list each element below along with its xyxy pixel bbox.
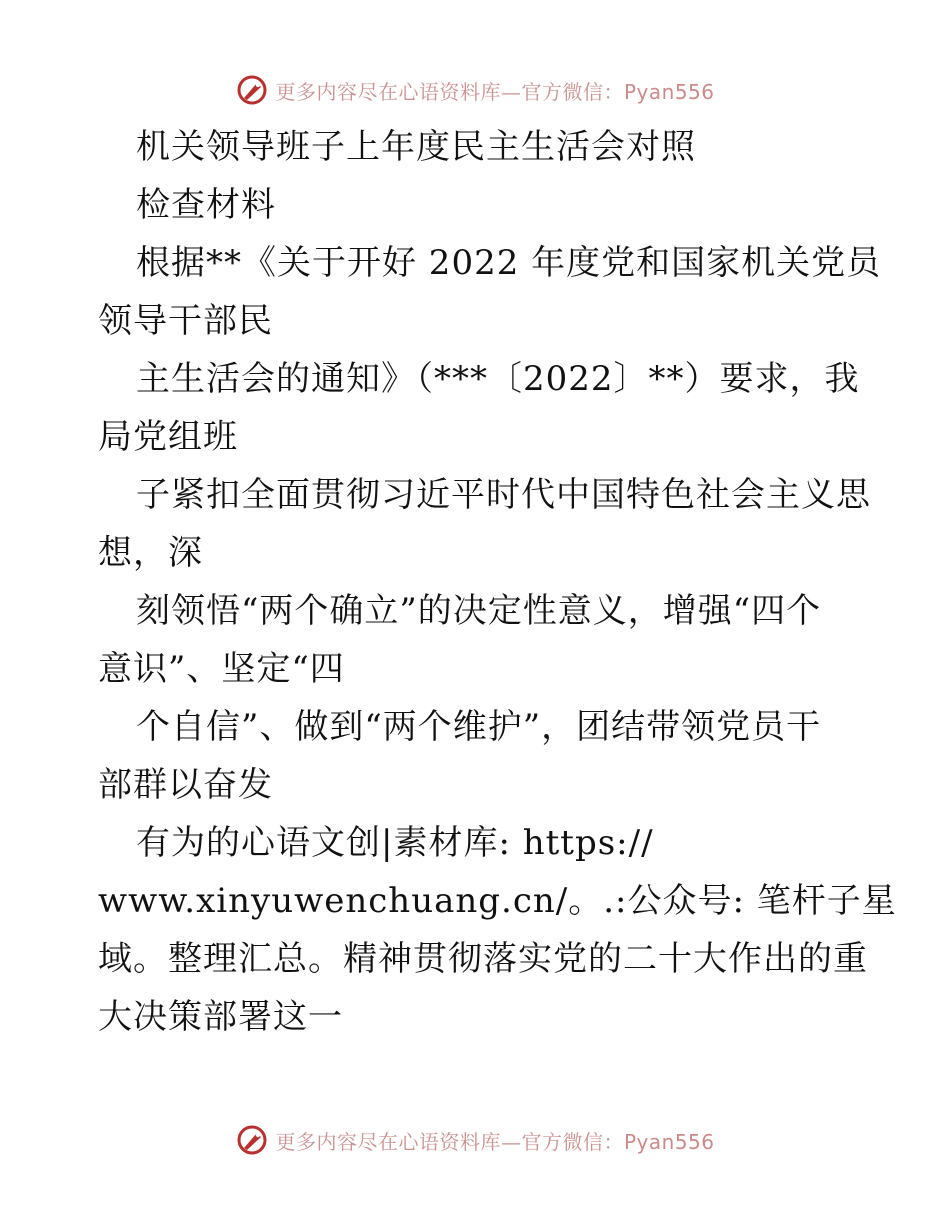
- pen-nib-logo-icon: [235, 73, 269, 107]
- body-line: 机关领导班子上年度民主生活会对照: [136, 127, 696, 167]
- footer-banner: [0, 1120, 950, 1160]
- body-line: 刻领悟“两个确立”的决定性意义，增强“四个: [136, 591, 822, 631]
- header-banner: [0, 70, 950, 110]
- body-line: 域。整理汇总。精神贯彻落实党的二十大作出的重: [98, 939, 868, 979]
- body-line: 检查材料: [136, 185, 276, 225]
- pen-nib-logo-icon: [235, 1123, 269, 1157]
- document-body: [98, 118, 897, 1046]
- footer-wechat-id: Pyan556: [623, 1129, 715, 1154]
- body-line: 个自信”、做到“两个维护”，团结带领党员干: [136, 707, 822, 747]
- body-line: 有为的心语文创|素材库: https://: [136, 823, 654, 863]
- body-line: 大决策部署这一: [98, 997, 343, 1037]
- body-line: 局党组班: [98, 417, 238, 457]
- body-line: 领导干部民: [98, 301, 273, 341]
- body-line: 子紧扣全面贯彻习近平时代中国特色社会主义思: [136, 475, 871, 515]
- body-line: 根据**《关于开好 2022 年度党和国家机关党员: [136, 243, 882, 283]
- body-line: 意识”、坚定“四: [98, 649, 345, 689]
- body-line: 想，深: [98, 533, 203, 573]
- header-banner-text: 更多内容尽在心语资料库—官方微信：Pyan556: [275, 79, 715, 104]
- body-line: 主生活会的通知》（***〔2022〕**）要求，我: [136, 359, 860, 399]
- body-line: 部群以奋发: [98, 765, 273, 805]
- body-line: www.xinyuwenchuang.cn/。.:公众号: 笔杆子星: [98, 881, 897, 921]
- header-wechat-id: Pyan556: [623, 79, 715, 104]
- footer-banner-text: 更多内容尽在心语资料库—官方微信：Pyan556: [275, 1129, 715, 1154]
